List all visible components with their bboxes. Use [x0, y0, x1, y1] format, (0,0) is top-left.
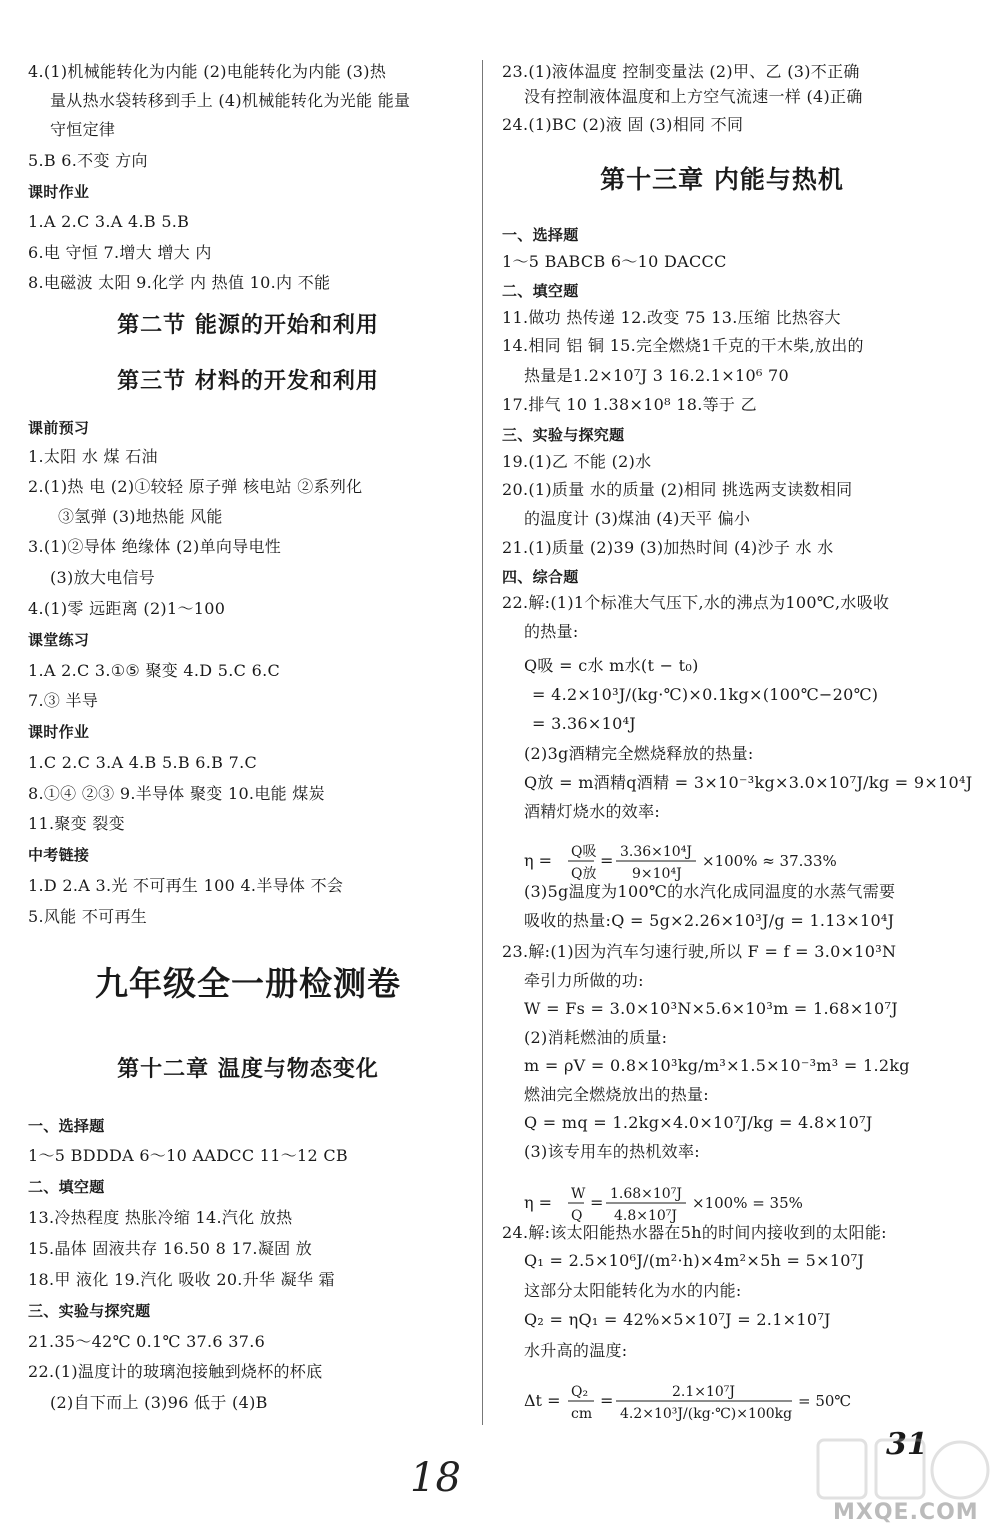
fraction-denominator: 4.8×10⁷J: [614, 1208, 678, 1224]
answer-line: 11.聚变 裂变: [28, 814, 125, 833]
section-label: 课前预习: [28, 419, 90, 437]
fraction-numerator: Q₂: [571, 1384, 589, 1400]
answer-line: 的温度计 (3)煤油 (4)天平 偏小: [524, 509, 751, 528]
answer-line: 17.排气 10 1.38×10⁸ 18.等于 乙: [502, 395, 757, 414]
answer-line: Q = mq = 1.2kg×4.0×10⁷J/kg = 4.8×10⁷J: [524, 1113, 873, 1132]
answer-line: 牵引力所做的功:: [524, 971, 644, 990]
answer-line: 15.晶体 固液共存 16.50 8 17.凝固 放: [28, 1239, 313, 1258]
formula-result: ×100% = 35%: [692, 1194, 803, 1212]
answer-line: 23.(1)液体温度 控制变量法 (2)甲、乙 (3)不正确: [502, 62, 860, 81]
section-label: 中考链接: [28, 846, 90, 864]
section-label: 二、填空题: [28, 1178, 105, 1196]
watermark-text: MXQE.COM: [833, 1500, 979, 1525]
answer-line: (2)自下而上 (3)96 低于 (4)B: [50, 1393, 268, 1412]
section-label: 四、综合题: [502, 568, 579, 586]
answer-line: (2)3g酒精完全燃烧释放的热量:: [524, 744, 754, 763]
answer-line: 21.(1)质量 (2)39 (3)加热时间 (4)沙子 水 水: [502, 538, 834, 557]
fraction-denominator: 9×10⁴J: [632, 866, 682, 882]
answer-line: 21.35～42℃ 0.1℃ 37.6 37.6: [28, 1332, 266, 1351]
page-number: 31: [886, 1427, 928, 1462]
answer-line: 11.做功 热传递 12.改变 75 13.压缩 比热容大: [502, 308, 841, 327]
answer-line: 22.(1)温度计的玻璃泡接触到烧杯的杯底: [28, 1362, 323, 1381]
answer-line: ③氢弹 (3)地热能 风能: [58, 507, 223, 526]
formula-efficiency-engine: [524, 1180, 944, 1226]
section-label: 一、选择题: [502, 226, 579, 244]
answer-line: 8.①④ ②③ 9.半导体 聚变 10.电能 煤炭: [28, 784, 325, 803]
answer-line: 4.(1)机械能转化为内能 (2)电能转化为内能 (3)热: [28, 62, 387, 81]
equals-sign: =: [600, 851, 614, 870]
section-label: 课堂练习: [28, 631, 90, 649]
section-heading: 第二节 能源的开始和利用: [117, 313, 379, 338]
answer-line: Q₂ = ηQ₁ = 42%×5×10⁷J = 2.1×10⁷J: [524, 1310, 831, 1329]
formula-efficiency-alcohol: [524, 838, 944, 884]
fraction-denominator: cm: [571, 1406, 593, 1422]
answer-line: 1.太阳 水 煤 石油: [28, 447, 158, 466]
fraction-numerator: 3.36×10⁴J: [620, 844, 692, 860]
answer-line: 1.A 2.C 3.①⑤ 聚变 4.D 5.C 6.C: [28, 661, 281, 680]
answer-line: 23.解:(1)因为汽车匀速行驶,所以 F = f = 3.0×10³N: [502, 942, 897, 961]
formula-lhs: η =: [524, 851, 553, 870]
answer-line: 1～5 BABCB 6～10 DACCC: [502, 252, 727, 271]
answer-line: 4.(1)零 远距离 (2)1～100: [28, 599, 226, 618]
answer-line: 没有控制液体温度和上方空气流速一样 (4)正确: [524, 87, 863, 106]
fraction-numerator: Q吸: [571, 844, 597, 860]
equals-sign: =: [600, 1391, 614, 1410]
answer-line: 7.③ 半导: [28, 691, 99, 710]
answer-line: Q吸 = c水 m水(t − t₀): [524, 656, 699, 675]
section-heading: 第十二章 温度与物态变化: [117, 1057, 379, 1082]
answer-line: 24.(1)BC (2)液 固 (3)相同 不同: [502, 115, 744, 134]
section-heading: 第三节 材料的开发和利用: [117, 369, 379, 394]
fraction-numerator: W: [571, 1186, 586, 1202]
answer-line: 8.电磁波 太阳 9.化学 内 热值 10.内 不能: [28, 273, 331, 292]
test-paper-title: 九年级全一册检测卷: [95, 964, 401, 1003]
answer-line: W = Fs = 3.0×10³N×5.6×10³m = 1.68×10⁷J: [524, 999, 898, 1018]
answer-line: Q₁ = 2.5×10⁶J/(m²·h)×4m²×5h = 5×10⁷J: [524, 1251, 865, 1270]
answer-line: 18.甲 液化 19.汽化 吸收 20.升华 凝华 霜: [28, 1270, 335, 1289]
formula-temperature-rise: [524, 1378, 944, 1424]
answer-line: 14.相同 铝 铜 15.完全燃烧1千克的干木柴,放出的: [502, 336, 864, 355]
formula-result: = 50℃: [798, 1392, 852, 1410]
answer-line: 20.(1)质量 水的质量 (2)相同 挑选两支读数相同: [502, 480, 853, 499]
answer-line: 13.冷热程度 热胀冷缩 14.汽化 放热: [28, 1208, 293, 1227]
answer-line: 6.电 守恒 7.增大 增大 内: [28, 243, 212, 262]
section-label: 课时作业: [28, 183, 90, 201]
fraction-denominator: Q: [571, 1208, 583, 1224]
answer-line: 3.(1)②导体 绝缘体 (2)单向导电性: [28, 537, 282, 556]
section-label: 一、选择题: [28, 1117, 105, 1135]
section-label: 二、填空题: [502, 282, 579, 300]
answer-line: 燃油完全燃烧放出的热量:: [524, 1085, 709, 1104]
formula-result: ×100% ≈ 37.33%: [702, 852, 837, 870]
section-label: 三、实验与探究题: [502, 426, 625, 444]
equals-sign: =: [590, 1193, 604, 1212]
answer-line: 吸收的热量:Q = 5g×2.26×10³J/g = 1.13×10⁴J: [524, 911, 895, 930]
answer-line: 1.C 2.C 3.A 4.B 5.B 6.B 7.C: [28, 753, 258, 772]
handwritten-note: 18: [410, 1455, 461, 1501]
answer-line: (3)5g温度为100℃的水汽化成同温度的水蒸气需要: [524, 882, 896, 901]
column-divider: [482, 60, 483, 1425]
fraction-numerator: 1.68×10⁷J: [610, 1186, 682, 1202]
answer-line: (2)消耗燃油的质量:: [524, 1028, 668, 1047]
section-label: 三、实验与探究题: [28, 1302, 151, 1320]
answer-line: 酒精灯烧水的效率:: [524, 802, 661, 821]
answer-line: 量从热水袋转移到手上 (4)机械能转化为光能 能量: [50, 91, 411, 110]
answer-line: 水升高的温度:: [524, 1341, 628, 1360]
section-label: 课时作业: [28, 723, 90, 741]
answer-line: = 4.2×10³J/(kg·℃)×0.1kg×(100℃−20℃): [532, 685, 879, 704]
fraction-denominator: Q放: [571, 866, 597, 882]
answer-line: 22.解:(1)1个标准大气压下,水的沸点为100℃,水吸收: [502, 593, 890, 612]
answer-line: 1～5 BDDDA 6～10 AADCC 11～12 CB: [28, 1146, 348, 1165]
formula-lhs: Δt =: [524, 1391, 561, 1410]
answer-line: 这部分太阳能转化为水的内能:: [524, 1281, 742, 1300]
answer-line: 1.A 2.C 3.A 4.B 5.B: [28, 212, 190, 231]
formula-lhs: η =: [524, 1193, 553, 1212]
answer-line: 的热量:: [524, 622, 579, 641]
answer-line: m = ρV = 0.8×10³kg/m³×1.5×10⁻³m³ = 1.2kg: [524, 1056, 910, 1075]
answer-line: (3)放大电信号: [50, 568, 156, 587]
answer-line: 热量是1.2×10⁷J 3 16.2.1×10⁶ 70: [524, 366, 790, 385]
fraction-denominator: 4.2×10³J/(kg·℃)×100kg: [620, 1406, 793, 1422]
answer-line: 5.B 6.不变 方向: [28, 151, 148, 170]
answer-line: 19.(1)乙 不能 (2)水: [502, 452, 652, 471]
answer-line: 2.(1)热 电 (2)①较轻 原子弹 核电站 ②系列化: [28, 477, 363, 496]
answer-line: = 3.36×10⁴J: [532, 714, 637, 733]
chapter-heading: 第十三章 内能与热机: [600, 165, 844, 194]
answer-line: 5.风能 不可再生: [28, 907, 148, 926]
answer-line: (3)该专用车的热机效率:: [524, 1142, 700, 1161]
fraction-numerator: 2.1×10⁷J: [672, 1384, 736, 1400]
answer-line: 1.D 2.A 3.光 不可再生 100 4.半导体 不会: [28, 876, 344, 895]
answer-line: 守恒定律: [50, 120, 116, 139]
answer-line: Q放 = m酒精q酒精 = 3×10⁻³kg×3.0×10⁷J/kg = 9×10⁴J: [524, 773, 973, 792]
answer-line: 24.解:该太阳能热水器在5h的时间内接收到的太阳能:: [502, 1223, 887, 1242]
